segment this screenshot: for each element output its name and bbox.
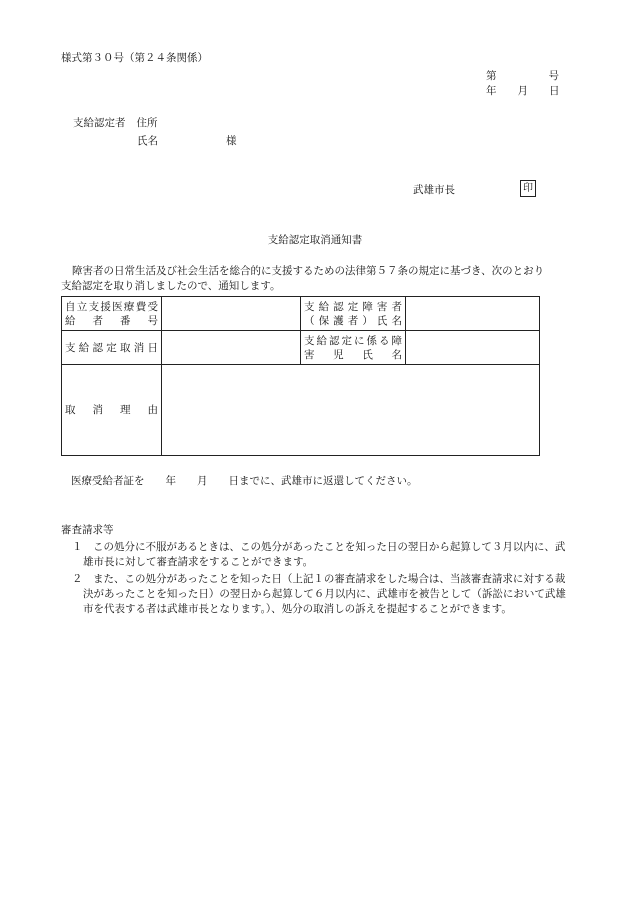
return-note: 医療受給者証を 年 月 日までに、武雄市に返還してください。 bbox=[71, 475, 418, 487]
body-text bbox=[61, 264, 551, 294]
info-table bbox=[61, 296, 540, 456]
recipient-number-label-line1: 自立支援医療費受 bbox=[65, 300, 158, 313]
table-row bbox=[62, 365, 540, 456]
table-row bbox=[62, 297, 540, 331]
reason-cell[interactable] bbox=[162, 365, 540, 456]
reason-label bbox=[62, 365, 162, 456]
form-label: 様式第３０号（第２４条関係） bbox=[61, 52, 208, 64]
reason-label-text: 取消理由 bbox=[65, 404, 158, 416]
child-label-line1: 支給認定に係る障 bbox=[304, 334, 402, 347]
mayor-title: 武雄市長 bbox=[413, 184, 455, 196]
honorific: 様 bbox=[226, 135, 237, 147]
name-label: 氏名 bbox=[137, 135, 158, 147]
guardian-name-cell[interactable] bbox=[406, 297, 540, 331]
cancel-date-cell[interactable] bbox=[162, 331, 301, 365]
recipient-name-line bbox=[137, 134, 237, 148]
guardian-label-line1: 支給認定障害者 bbox=[304, 300, 402, 313]
date-line bbox=[486, 84, 560, 98]
child-name-label bbox=[301, 331, 406, 365]
seal-mark: 印 bbox=[520, 180, 536, 197]
table-row bbox=[62, 331, 540, 365]
review-item-text: この処分に不服があるときは、この処分があったことを知った日の翌日から起算して３月以内に、武雄市長に対して審査請求をすることができます。 bbox=[83, 541, 566, 568]
document-number-line bbox=[486, 69, 559, 83]
day-label: 日 bbox=[549, 85, 560, 97]
number-prefix: 第 bbox=[486, 70, 497, 82]
recipient-address-line bbox=[73, 116, 158, 130]
review-item-number: １ bbox=[72, 541, 83, 553]
child-name-cell[interactable] bbox=[406, 331, 540, 365]
document-title: 支給認定取消通知書 bbox=[267, 234, 363, 246]
review-item-text: また、この処分があったことを知った日（上記１の審査請求をした場合は、当該審査請求に対する裁決があったことを知った日）の翌日から起算して６月以内に、武雄市を被告として（訴訟において武雄市を代表する者は武雄市長となります。）、処分の取消しの訴えを提起することができます。 bbox=[83, 573, 566, 615]
body-text-content: 障害者の日常生活及び社会生活を総合的に支援するための法律第５７条の規定に基づき、次のとおり支給認定を取り消しましたので、通知します。 bbox=[61, 265, 545, 292]
cancel-date-label-text: 支給認定取消日 bbox=[65, 341, 158, 354]
child-label-line2: 害児氏名 bbox=[304, 348, 402, 361]
month-label: 月 bbox=[517, 85, 528, 97]
holder-label: 支給認定者 bbox=[73, 117, 126, 129]
review-item bbox=[72, 572, 567, 617]
recipient-number-label-line2: 給者番号 bbox=[65, 314, 158, 327]
number-suffix: 号 bbox=[548, 70, 559, 82]
review-item-number: ２ bbox=[72, 573, 83, 585]
review-item bbox=[72, 540, 567, 570]
recipient-number-cell[interactable] bbox=[162, 297, 301, 331]
review-heading: 審査請求等 bbox=[61, 524, 114, 536]
year-label: 年 bbox=[486, 85, 497, 97]
address-label: 住所 bbox=[136, 117, 158, 129]
guardian-label-line2: （保護者）氏名 bbox=[304, 314, 402, 327]
cancel-date-label bbox=[62, 331, 162, 365]
recipient-number-label bbox=[62, 297, 162, 331]
guardian-name-label bbox=[301, 297, 406, 331]
